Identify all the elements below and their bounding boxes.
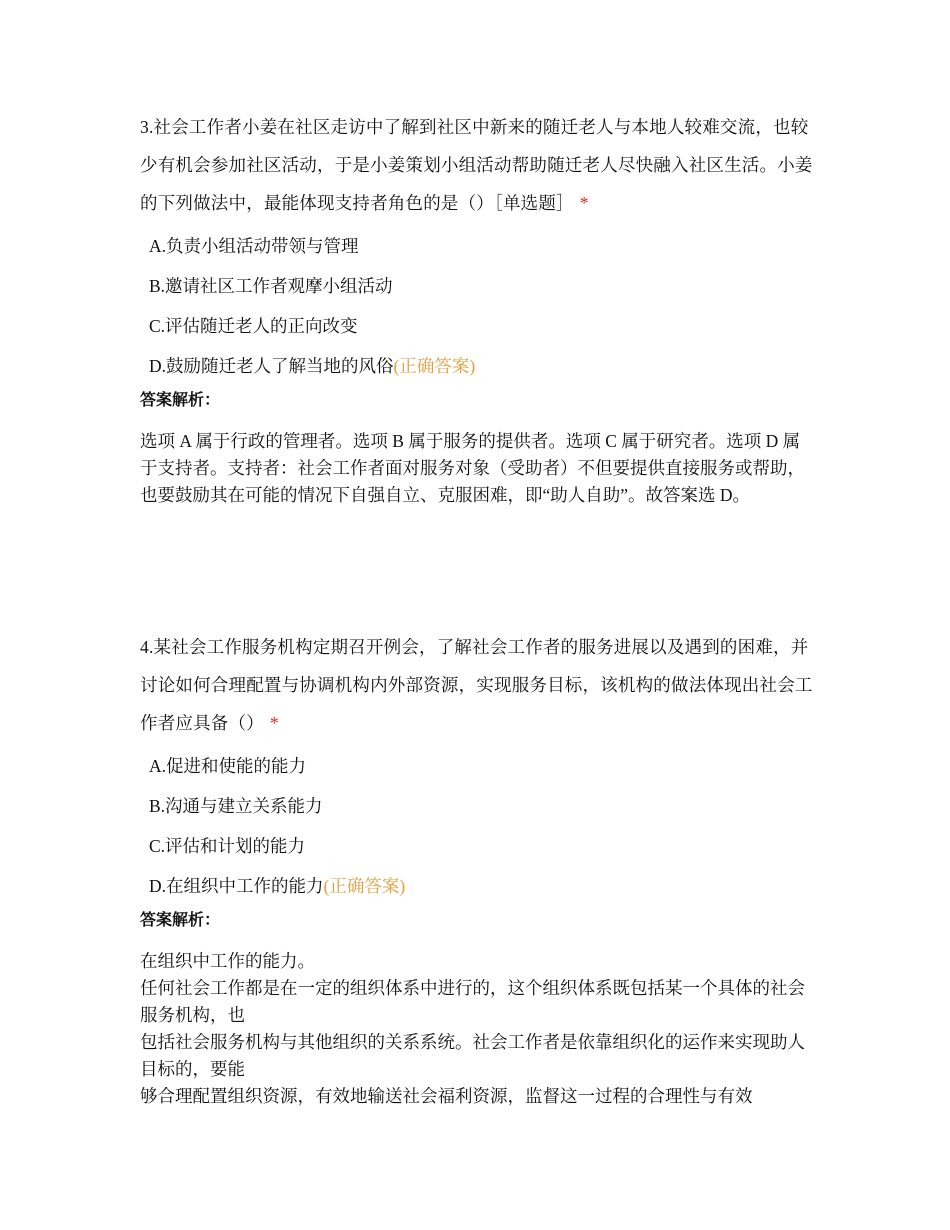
explanation-line: 任何社会工作都是在一定的组织体系中进行的，这个组织体系既包括某一个具体的社会服务机构，也 [140,978,805,1025]
explanation-line: 在组织中工作的能力。 [140,951,315,971]
correct-answer-mark: (正确答案) [393,356,476,376]
explanation-label: 答案解析： [140,390,221,409]
option-d[interactable] [140,346,815,386]
explanation-text [140,428,815,509]
question-stem: 4.某社会工作服务机构定期召开例会，了解社会工作者的服务进展以及遇到的困难，并讨论如何合理配置与协调机构内外部资源，实现服务目标，该机构的做法体现出社会工作者应具备（） * [140,637,813,733]
required-asterisk: * [269,713,279,733]
explanation-text [140,948,815,1110]
options-list [140,746,815,906]
option-d-label: D.鼓励随迁老人了解当地的风俗 [149,356,394,376]
explanation-line: 选项 A 属于行政的管理者。选项 B 属于服务的提供者。选项 C 属于研究者。选项 D 属于支持者。支持者：社会工作者面对服务对象（受助者）不但要提供直接服务或帮助，也要鼓励其在可能的情况下自强自立、克服困难，即“助人自助”。故答案选 D。 [140,431,805,505]
question-stem: 3.社会工作者小姜在社区走访中了解到社区中新来的随迁老人与本地人较难交流，也较少有机会参加社区活动，于是小姜策划小组活动帮助随迁老人尽快融入社区生活。小姜的下列做法中，最能体现支持者角色的是（）［单选题］ * [140,117,813,213]
explanation-line: 包括社会服务机构与其他组织的关系系统。社会工作者是依靠组织化的运作来实现助人目标的，要能 [140,1032,805,1079]
option-d[interactable] [140,866,815,906]
question-4 [140,628,815,1110]
option-a[interactable]: A.负责小组活动带领与管理 [149,236,359,256]
required-asterisk: * [579,193,589,213]
options-list [140,226,815,386]
correct-answer-mark: (正确答案) [323,876,406,896]
explanation-label: 答案解析： [140,910,221,929]
question-3 [140,108,815,509]
option-a[interactable]: A.促进和使能的能力 [149,756,307,776]
option-d-label: D.在组织中工作的能力 [149,876,324,896]
option-b[interactable]: B.邀请社区工作者观摩小组活动 [149,276,393,296]
option-c[interactable]: C.评估和计划的能力 [149,836,306,856]
option-c[interactable]: C.评估随迁老人的正向改变 [149,316,358,336]
explanation-line: 够合理配置组织资源，有效地输送社会福利资源，监督这一过程的合理性与有效 [140,1086,753,1106]
option-b[interactable]: B.沟通与建立关系能力 [149,796,323,816]
